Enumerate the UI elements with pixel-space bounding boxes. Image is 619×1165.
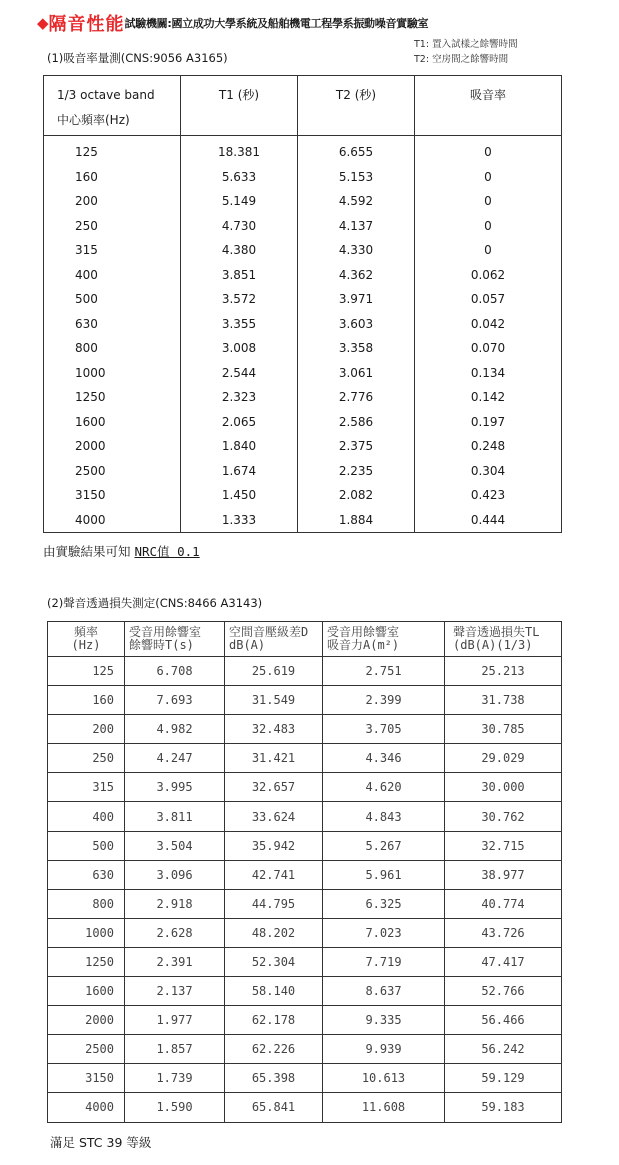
cell-absorption: 0.444	[415, 508, 562, 533]
cell-frequency: 1000	[48, 918, 125, 947]
cell-t2: 2.586	[298, 410, 415, 435]
cell-absorption: 0.142	[415, 385, 562, 410]
table-row	[48, 918, 562, 947]
header-line: (Hz)	[71, 638, 101, 652]
header-line: 餘響時T(s)	[129, 638, 194, 652]
cell-t1: 3.572	[181, 287, 298, 312]
header-band-line1: 1/3 octave band	[57, 88, 155, 102]
cell-reverb-time: 4.247	[125, 744, 225, 773]
cell-frequency: 1250	[48, 947, 125, 976]
cell-reverb-time: 1.977	[125, 1006, 225, 1035]
cell-reverb-time: 1.739	[125, 1064, 225, 1093]
table-row	[48, 715, 562, 744]
cell-frequency: 125	[44, 136, 181, 165]
diamond-icon: ◆	[37, 14, 49, 32]
note-t1: T1: 置入試樣之餘響時間	[414, 39, 518, 50]
table-row	[44, 287, 562, 312]
cell-transmission-loss: 47.417	[445, 947, 562, 976]
cell-frequency: 160	[44, 165, 181, 190]
cell-frequency: 3150	[48, 1064, 125, 1093]
cell-absorption-area: 9.939	[323, 1035, 445, 1064]
table-row	[48, 947, 562, 976]
cell-t1: 4.730	[181, 214, 298, 239]
cell-frequency: 2500	[48, 1035, 125, 1064]
header-absorption: 吸音率	[415, 76, 562, 136]
header-line: 聲音透過損失TL	[453, 625, 540, 639]
cell-t1: 18.381	[181, 136, 298, 165]
table-row	[48, 1064, 562, 1093]
cell-reverb-time: 3.096	[125, 860, 225, 889]
header-level-difference	[225, 622, 323, 657]
cell-absorption: 0	[415, 136, 562, 165]
table-row	[48, 1035, 562, 1064]
cell-absorption: 0.134	[415, 361, 562, 386]
cell-level-difference: 62.226	[225, 1035, 323, 1064]
table-row	[44, 214, 562, 239]
table-row	[44, 483, 562, 508]
transmission-loss-table	[47, 621, 562, 1123]
cell-absorption: 0	[415, 214, 562, 239]
absorption-table	[43, 75, 562, 533]
cell-frequency: 315	[44, 238, 181, 263]
table-row	[44, 508, 562, 533]
header-frequency	[48, 622, 125, 657]
table-row	[48, 1006, 562, 1035]
cell-t1: 1.674	[181, 459, 298, 484]
table-row	[44, 410, 562, 435]
cell-transmission-loss: 30.785	[445, 715, 562, 744]
cell-absorption: 0.248	[415, 434, 562, 459]
notes	[414, 37, 518, 67]
cell-transmission-loss: 30.000	[445, 773, 562, 802]
cell-t2: 4.592	[298, 189, 415, 214]
cell-reverb-time: 1.590	[125, 1093, 225, 1122]
cell-absorption-area: 4.843	[323, 802, 445, 831]
cell-transmission-loss: 40.774	[445, 889, 562, 918]
cell-frequency: 4000	[44, 508, 181, 533]
cell-frequency: 400	[44, 263, 181, 288]
cell-transmission-loss: 59.129	[445, 1064, 562, 1093]
cell-t1: 1.840	[181, 434, 298, 459]
cell-level-difference: 25.619	[225, 657, 323, 686]
cell-transmission-loss: 30.762	[445, 802, 562, 831]
cell-frequency: 250	[48, 744, 125, 773]
cell-t1: 3.851	[181, 263, 298, 288]
cell-frequency: 250	[44, 214, 181, 239]
table-row	[44, 238, 562, 263]
header-t2: T2 (秒)	[298, 76, 415, 136]
header-line: dB(A)	[229, 638, 266, 652]
cell-t2: 4.137	[298, 214, 415, 239]
cell-reverb-time: 4.982	[125, 715, 225, 744]
cell-t1: 2.544	[181, 361, 298, 386]
cell-level-difference: 42.741	[225, 860, 323, 889]
table-row	[48, 860, 562, 889]
table-row	[48, 802, 562, 831]
cell-absorption-area: 11.608	[323, 1093, 445, 1122]
table-row	[48, 686, 562, 715]
header-reverb-time	[125, 622, 225, 657]
header-line: 吸音力A(m²)	[327, 638, 400, 652]
cell-frequency: 800	[48, 889, 125, 918]
cell-t1: 3.355	[181, 312, 298, 337]
cell-reverb-time: 3.504	[125, 831, 225, 860]
table-row	[44, 263, 562, 288]
cell-transmission-loss: 38.977	[445, 860, 562, 889]
cell-level-difference: 52.304	[225, 947, 323, 976]
cell-t2: 2.776	[298, 385, 415, 410]
table-row	[44, 361, 562, 386]
cell-t1: 5.149	[181, 189, 298, 214]
cell-level-difference: 58.140	[225, 977, 323, 1006]
cell-transmission-loss: 31.738	[445, 686, 562, 715]
cell-frequency: 1250	[44, 385, 181, 410]
header-transmission-loss	[445, 622, 562, 657]
cell-frequency: 2000	[44, 434, 181, 459]
cell-frequency: 200	[44, 189, 181, 214]
cell-absorption-area: 2.751	[323, 657, 445, 686]
cell-level-difference: 32.657	[225, 773, 323, 802]
table-row	[44, 165, 562, 190]
cell-frequency: 500	[44, 287, 181, 312]
cell-t1: 1.450	[181, 483, 298, 508]
table-header-row	[48, 622, 562, 657]
cell-t2: 2.235	[298, 459, 415, 484]
table-row	[48, 977, 562, 1006]
note-t2: T2: 空房間之餘響時間	[414, 54, 509, 65]
header-t1: T1 (秒)	[181, 76, 298, 136]
table-row	[48, 1093, 562, 1122]
cell-level-difference: 33.624	[225, 802, 323, 831]
cell-frequency: 1000	[44, 361, 181, 386]
cell-level-difference: 31.421	[225, 744, 323, 773]
table-header-row	[44, 76, 562, 136]
cell-absorption: 0.070	[415, 336, 562, 361]
table-row	[44, 189, 562, 214]
nrc-value: NRC值 0.1	[134, 544, 200, 559]
cell-absorption-area: 4.620	[323, 773, 445, 802]
cell-frequency: 2500	[44, 459, 181, 484]
section1-title: (1)吸音率量測(CNS:9056 A3165)	[47, 51, 228, 65]
cell-frequency: 125	[48, 657, 125, 686]
cell-t2: 2.082	[298, 483, 415, 508]
cell-t2: 6.655	[298, 136, 415, 165]
cell-absorption-area: 3.705	[323, 715, 445, 744]
cell-level-difference: 32.483	[225, 715, 323, 744]
cell-absorption: 0	[415, 238, 562, 263]
cell-t1: 1.333	[181, 508, 298, 533]
cell-absorption-area: 9.335	[323, 1006, 445, 1035]
cell-t1: 5.633	[181, 165, 298, 190]
stc-result: 滿足 STC 39 等級	[50, 1135, 152, 1150]
nrc-result	[43, 542, 200, 560]
cell-t2: 3.061	[298, 361, 415, 386]
header-line: (dB(A)(1/3)	[453, 638, 533, 652]
cell-frequency: 500	[48, 831, 125, 860]
cell-frequency: 800	[44, 336, 181, 361]
header-line: 受音用餘響室	[129, 625, 202, 639]
header-band	[44, 76, 181, 136]
header-line: 空間音壓級差D	[229, 625, 309, 639]
cell-transmission-loss: 25.213	[445, 657, 562, 686]
cell-transmission-loss: 32.715	[445, 831, 562, 860]
cell-frequency: 315	[48, 773, 125, 802]
cell-reverb-time: 2.628	[125, 918, 225, 947]
cell-frequency: 630	[48, 860, 125, 889]
cell-t2: 2.375	[298, 434, 415, 459]
table-row	[44, 336, 562, 361]
cell-frequency: 160	[48, 686, 125, 715]
cell-absorption: 0	[415, 189, 562, 214]
cell-absorption-area: 8.637	[323, 977, 445, 1006]
cell-reverb-time: 7.693	[125, 686, 225, 715]
cell-frequency: 200	[48, 715, 125, 744]
cell-t1: 4.380	[181, 238, 298, 263]
cell-frequency: 2000	[48, 1006, 125, 1035]
cell-transmission-loss: 59.183	[445, 1093, 562, 1122]
table-row	[48, 773, 562, 802]
cell-level-difference: 35.942	[225, 831, 323, 860]
cell-transmission-loss: 52.766	[445, 977, 562, 1006]
page-header	[37, 10, 597, 34]
table-row	[48, 657, 562, 686]
header-absorption-area	[323, 622, 445, 657]
cell-absorption: 0.057	[415, 287, 562, 312]
cell-level-difference: 65.398	[225, 1064, 323, 1093]
cell-reverb-time: 6.708	[125, 657, 225, 686]
table-row	[44, 385, 562, 410]
cell-t2: 3.358	[298, 336, 415, 361]
cell-absorption-area: 5.961	[323, 860, 445, 889]
cell-absorption-area: 10.613	[323, 1064, 445, 1093]
page-title: 隔音性能	[48, 14, 125, 35]
table-row	[44, 312, 562, 337]
cell-frequency: 1600	[48, 977, 125, 1006]
cell-t1: 2.323	[181, 385, 298, 410]
cell-t1: 3.008	[181, 336, 298, 361]
cell-transmission-loss: 56.466	[445, 1006, 562, 1035]
cell-t2: 3.603	[298, 312, 415, 337]
table-row	[44, 459, 562, 484]
table-row	[48, 744, 562, 773]
cell-absorption-area: 6.325	[323, 889, 445, 918]
cell-absorption: 0.304	[415, 459, 562, 484]
table-row	[48, 889, 562, 918]
cell-absorption: 0.042	[415, 312, 562, 337]
section2-title: (2)聲音透過損失測定(CNS:8466 A3143)	[47, 596, 263, 610]
cell-reverb-time: 3.995	[125, 773, 225, 802]
cell-t2: 1.884	[298, 508, 415, 533]
cell-transmission-loss: 43.726	[445, 918, 562, 947]
cell-level-difference: 62.178	[225, 1006, 323, 1035]
cell-absorption: 0.423	[415, 483, 562, 508]
nrc-result-prefix: 由實驗結果可知	[43, 544, 135, 559]
cell-frequency: 4000	[48, 1093, 125, 1122]
cell-frequency: 3150	[44, 483, 181, 508]
header-band-line2: 中心頻率(Hz)	[57, 113, 130, 127]
cell-t2: 4.330	[298, 238, 415, 263]
cell-transmission-loss: 56.242	[445, 1035, 562, 1064]
header-line: 受音用餘響室	[327, 625, 400, 639]
cell-absorption-area: 4.346	[323, 744, 445, 773]
cell-level-difference: 44.795	[225, 889, 323, 918]
cell-reverb-time: 3.811	[125, 802, 225, 831]
testing-lab: 試驗機關:國立成功大學系統及船舶機電工程學系振動噪音實驗室	[124, 17, 429, 30]
cell-absorption-area: 7.023	[323, 918, 445, 947]
cell-reverb-time: 2.137	[125, 977, 225, 1006]
cell-transmission-loss: 29.029	[445, 744, 562, 773]
table-row	[44, 136, 562, 165]
cell-absorption-area: 2.399	[323, 686, 445, 715]
cell-t2: 4.362	[298, 263, 415, 288]
cell-frequency: 400	[48, 802, 125, 831]
cell-level-difference: 48.202	[225, 918, 323, 947]
cell-level-difference: 31.549	[225, 686, 323, 715]
cell-frequency: 630	[44, 312, 181, 337]
cell-absorption: 0.197	[415, 410, 562, 435]
cell-reverb-time: 2.918	[125, 889, 225, 918]
table-row	[48, 831, 562, 860]
cell-level-difference: 65.841	[225, 1093, 323, 1122]
cell-frequency: 1600	[44, 410, 181, 435]
cell-t2: 3.971	[298, 287, 415, 312]
cell-absorption: 0	[415, 165, 562, 190]
cell-reverb-time: 1.857	[125, 1035, 225, 1064]
cell-t2: 5.153	[298, 165, 415, 190]
cell-absorption: 0.062	[415, 263, 562, 288]
cell-reverb-time: 2.391	[125, 947, 225, 976]
cell-absorption-area: 5.267	[323, 831, 445, 860]
cell-absorption-area: 7.719	[323, 947, 445, 976]
header-line: 頻率	[73, 625, 98, 639]
cell-t1: 2.065	[181, 410, 298, 435]
table-row	[44, 434, 562, 459]
